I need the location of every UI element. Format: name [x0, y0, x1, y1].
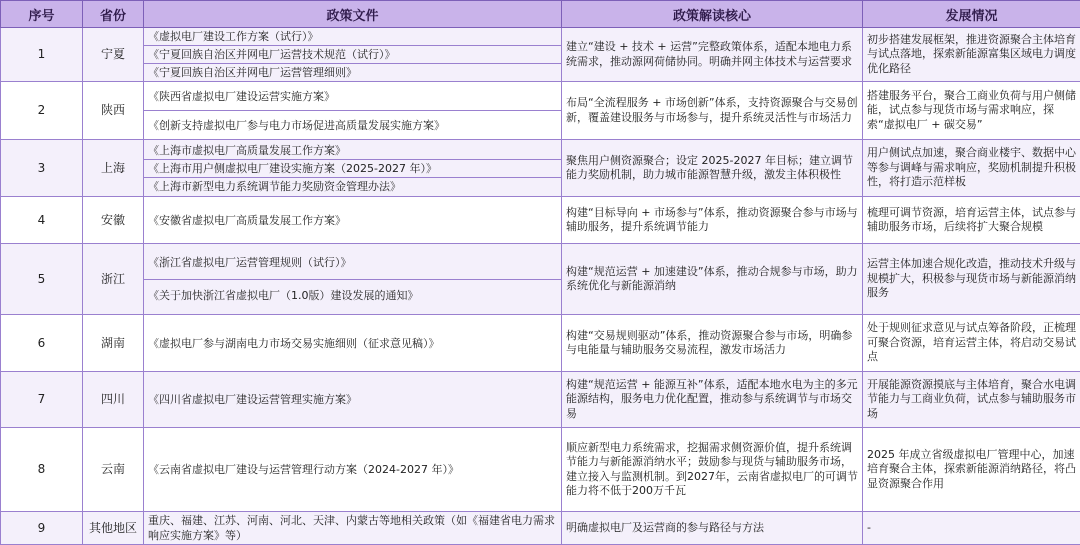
row-status: 搭建服务平台，聚合工商业负荷与用户侧储能，试点参与现货市场与需求响应，探索“虚拟电厂 + 碳交易”	[863, 82, 1080, 140]
policy-file: 《安徽省虚拟电厂高质量发展工作方案》	[144, 212, 561, 229]
policy-file: 《上海市新型电力系统调节能力奖励资金管理办法》	[144, 178, 561, 195]
row-core: 聚焦用户侧资源聚合；设定 2025-2027 年目标；建立调节能力奖励机制，助力城市能源智慧升级，激发主体积极性	[562, 140, 863, 197]
table-row	[1, 197, 1080, 244]
policy-file: 《上海市虚拟电厂高质量发展工作方案》	[144, 142, 561, 160]
row-province: 安徽	[83, 197, 144, 244]
row-core: 构建“规范运营 + 加速建设”体系，推动合规参与市场，助力系统优化与新能源消纳	[562, 244, 863, 315]
policy-file: 《关于加快浙江省虚拟电厂（1.0版）建设发展的通知》	[144, 280, 561, 312]
row-num: 4	[1, 197, 83, 244]
row-files	[144, 428, 562, 512]
row-core: 构建“交易规则驱动”体系，推动资源聚合参与市场，明确参与电能量与辅助服务交易流程，激发市场活力	[562, 315, 863, 372]
row-core: 明确虚拟电厂及运营商的参与路径与方法	[562, 512, 863, 545]
policy-file: 《虚拟电厂参与湖南电力市场交易实施细则（征求意见稿）》	[144, 335, 561, 352]
header-files: 政策文件	[144, 1, 562, 28]
row-status: 运营主体加速合规化改造，推动技术升级与规模扩大，积极参与现货市场与新能源消纳服务	[863, 244, 1080, 315]
row-province: 其他地区	[83, 512, 144, 545]
table-row	[1, 82, 1080, 140]
row-province: 四川	[83, 372, 144, 428]
row-num: 9	[1, 512, 83, 545]
table-row	[1, 244, 1080, 315]
row-province: 陕西	[83, 82, 144, 140]
row-files	[144, 140, 562, 197]
table-row	[1, 140, 1080, 197]
row-core: 建立“建设 + 技术 + 运营”完整政策体系，适配本地电力系统需求，推动源网荷储协同。明确并网主体技术与运营要求	[562, 28, 863, 82]
policy-file: 《虚拟电厂建设工作方案（试行）》	[144, 28, 561, 46]
row-files	[144, 372, 562, 428]
table-row	[1, 28, 1080, 82]
row-num: 6	[1, 315, 83, 372]
row-province: 浙江	[83, 244, 144, 315]
row-status: 初步搭建发展框架，推进资源聚合主体培育与试点落地，探索新能源富集区域电力调度优化路径	[863, 28, 1080, 82]
row-num: 3	[1, 140, 83, 197]
row-province: 湖南	[83, 315, 144, 372]
row-status: 梳理可调节资源，培育运营主体，试点参与辅助服务市场，后续将扩大聚合规模	[863, 197, 1080, 244]
row-files	[144, 315, 562, 372]
policy-file: 重庆、福建、江苏、河南、河北、天津、内蒙古等地相关政策（如《福建省电力需求响应实施方案》等）	[144, 512, 561, 544]
header-num: 序号	[1, 1, 83, 28]
row-core: 构建“目标导向 + 市场参与”体系，推动资源聚合参与市场与辅助服务，提升系统调节能力	[562, 197, 863, 244]
row-status: 用户侧试点加速，聚合商业楼宇、数据中心等参与调峰与需求响应，奖励机制提升积极性，将打造示范样板	[863, 140, 1080, 197]
row-core: 构建“规范运营 + 能源互补”体系，适配本地水电为主的多元能源结构，服务电力优化配置，推动参与系统调节与市场交易	[562, 372, 863, 428]
policy-file: 《宁夏回族自治区并网电厂运营管理细则》	[144, 64, 561, 81]
row-province: 宁夏	[83, 28, 144, 82]
row-num: 5	[1, 244, 83, 315]
row-status: 处于规则征求意见与试点筹备阶段，正梳理可聚合资源，培育运营主体，将启动交易试点	[863, 315, 1080, 372]
header-status: 发展情况	[863, 1, 1080, 28]
row-files	[144, 28, 562, 82]
row-num: 7	[1, 372, 83, 428]
policy-file: 《上海市用户侧虚拟电厂建设实施方案（2025-2027 年）》	[144, 160, 561, 178]
header-province: 省份	[83, 1, 144, 28]
row-files	[144, 512, 562, 545]
policy-file: 《陕西省虚拟电厂建设运营实施方案》	[144, 82, 561, 111]
policy-file: 《宁夏回族自治区并网电厂运营技术规范（试行）》	[144, 46, 561, 64]
row-province: 云南	[83, 428, 144, 512]
table-row	[1, 428, 1080, 512]
row-status: 2025 年成立省级虚拟电厂管理中心，加速培育聚合主体，探索新能源消纳路径，将凸显资源聚合作用	[863, 428, 1080, 512]
table-row	[1, 512, 1080, 545]
header-core: 政策解读核心	[562, 1, 863, 28]
table-row	[1, 372, 1080, 428]
row-num: 1	[1, 28, 83, 82]
policy-file: 《云南省虚拟电厂建设与运营管理行动方案（2024-2027 年）》	[144, 461, 561, 478]
row-files	[144, 244, 562, 315]
policy-file: 《浙江省虚拟电厂运营管理规则（试行）》	[144, 247, 561, 280]
row-num: 2	[1, 82, 83, 140]
table-row	[1, 315, 1080, 372]
row-files	[144, 197, 562, 244]
table-header-row	[1, 1, 1080, 28]
policy-file: 《创新支持虚拟电厂参与电力市场促进高质量发展实施方案》	[144, 111, 561, 139]
row-status: 开展能源资源摸底与主体培育，聚合水电调节能力与工商业负荷，试点参与辅助服务市场	[863, 372, 1080, 428]
row-num: 8	[1, 428, 83, 512]
row-files	[144, 82, 562, 140]
row-status: -	[863, 512, 1080, 545]
row-core: 布局“全流程服务 + 市场创新”体系，支持资源聚合与交易创新，覆盖建设服务与市场参与，提升系统灵活性与市场活力	[562, 82, 863, 140]
policy-file: 《四川省虚拟电厂建设运营管理实施方案》	[144, 391, 561, 408]
row-core: 顺应新型电力系统需求，挖掘需求侧资源价值，提升系统调节能力与新能源消纳水平；鼓励参与现货与辅助服务市场，建立接入与监测机制。到2027年，云南省虚拟电厂的可调节能力将不低于200万千瓦	[562, 428, 863, 512]
row-province: 上海	[83, 140, 144, 197]
